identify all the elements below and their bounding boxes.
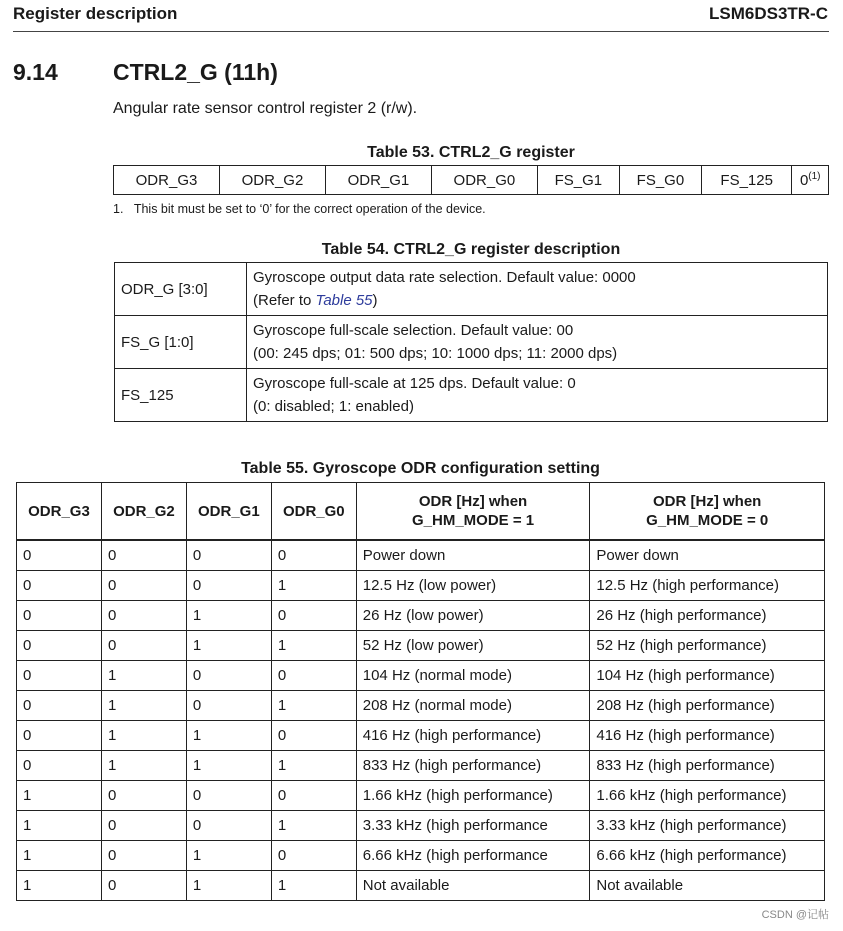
table-cell: 0 (101, 871, 186, 901)
table-cell: 6.66 kHz (high performance (356, 841, 590, 871)
field-name: ODR_G [3:0] (115, 263, 247, 316)
table-cell: 0 (17, 751, 102, 781)
bit-cell: FS_125 (701, 166, 792, 195)
table53-footnote: 1. This bit must be set to ‘0’ for the correct operation of the device. (113, 202, 486, 216)
section-number: 9.14 (13, 59, 58, 85)
bit-cell-reserved (792, 166, 829, 195)
table-cell: 0 (17, 631, 102, 661)
table-cell: 1 (17, 841, 102, 871)
header-line: ODR [Hz] when (653, 493, 762, 510)
register-bit-table (113, 165, 829, 195)
table-cell: 0 (17, 721, 102, 751)
table-cell: 208 Hz (normal mode) (356, 691, 590, 721)
table-cell: 0 (271, 661, 356, 691)
table-cell: 26 Hz (low power) (356, 601, 590, 631)
table-cell: 1.66 kHz (high performance) (590, 781, 825, 811)
table-cell: 0 (101, 631, 186, 661)
table-cell: 0 (101, 571, 186, 601)
table-cell: 26 Hz (high performance) (590, 601, 825, 631)
table54-caption: Table 54. CTRL2_G register description (321, 241, 621, 258)
table-cell: 416 Hz (high performance) (356, 721, 590, 751)
table-row (115, 369, 828, 422)
bit-cell: FS_G1 (537, 166, 619, 195)
table-cell: 1 (17, 871, 102, 901)
section-title: CTRL2_G (11h) (113, 59, 278, 85)
column-header: ODR_G1 (186, 483, 271, 541)
header-line: G_HM_MODE = 1 (411, 512, 535, 529)
table-row (17, 571, 825, 601)
header-line: G_HM_MODE = 0 (646, 512, 769, 529)
table-row (17, 691, 825, 721)
table-cell: 0 (101, 540, 186, 571)
table-cell: 1 (271, 811, 356, 841)
header-line: ODR [Hz] when (418, 493, 528, 510)
table-cell: 0 (186, 781, 271, 811)
table-cell: 52 Hz (high performance) (590, 631, 825, 661)
table-cell: 1 (271, 691, 356, 721)
table-cell: 0 (101, 811, 186, 841)
watermark: CSDN @记帖 (761, 909, 829, 921)
table-cell: 0 (186, 540, 271, 571)
table-cell: 1 (271, 871, 356, 901)
table-row (17, 781, 825, 811)
table-cell: 104 Hz (high performance) (590, 661, 825, 691)
register-description-table (114, 262, 828, 422)
table-cell: 1 (17, 781, 102, 811)
bit-value: 0 (799, 172, 809, 189)
table-row (115, 316, 828, 369)
table-reference-link[interactable]: Table 55 (315, 292, 373, 309)
table-cell: 0 (17, 691, 102, 721)
desc-text: ) (372, 292, 378, 309)
running-header-right: LSM6DS3TR-C (708, 4, 828, 23)
table-cell: Power down (356, 540, 590, 571)
table-cell: 1.66 kHz (high performance) (356, 781, 590, 811)
field-description (247, 369, 828, 422)
table-cell: 0 (186, 571, 271, 601)
header-divider (13, 31, 829, 32)
table-cell: 0 (271, 781, 356, 811)
table-cell: 0 (17, 571, 102, 601)
footnote-ref: (1) (808, 171, 821, 182)
table-cell: 12.5 Hz (high performance) (590, 571, 825, 601)
table-cell: Not available (590, 871, 825, 901)
table-row (114, 166, 829, 195)
table53-caption: Table 53. CTRL2_G register (367, 144, 575, 161)
table-cell: 416 Hz (high performance) (590, 721, 825, 751)
desc-line (253, 289, 827, 312)
table-row (17, 811, 825, 841)
desc-line: (0: disabled; 1: enabled) (253, 398, 414, 415)
column-header: ODR_G3 (17, 483, 102, 541)
table-cell: 0 (271, 841, 356, 871)
table-cell: 1 (101, 691, 186, 721)
table-cell: 0 (101, 781, 186, 811)
desc-line: Gyroscope full-scale at 125 dps. Default value: 0 (253, 375, 576, 392)
desc-text: (Refer to (253, 292, 316, 309)
table-cell: 1 (271, 751, 356, 781)
bit-cell: ODR_G2 (219, 166, 325, 195)
table-cell: 1 (186, 871, 271, 901)
table-cell: 1 (186, 631, 271, 661)
table-row (17, 601, 825, 631)
table-row (17, 721, 825, 751)
field-name: FS_125 (115, 369, 247, 422)
table-cell: 6.66 kHz (high performance) (590, 841, 825, 871)
table-cell: 3.33 kHz (high performance (356, 811, 590, 841)
table-cell: 1 (101, 661, 186, 691)
bit-cell: ODR_G3 (114, 166, 220, 195)
table-cell: 833 Hz (high performance) (356, 751, 590, 781)
table-row (17, 661, 825, 691)
odr-configuration-table (16, 482, 825, 901)
table-cell: 208 Hz (high performance) (590, 691, 825, 721)
table-cell: 0 (271, 540, 356, 571)
running-header-left: Register description (13, 4, 178, 23)
table-cell: 1 (271, 571, 356, 601)
table-row (17, 841, 825, 871)
field-name: FS_G [1:0] (115, 316, 247, 369)
bit-cell: ODR_G1 (325, 166, 431, 195)
table-cell: Power down (590, 540, 825, 571)
column-header (356, 483, 590, 541)
table-cell: 0 (101, 841, 186, 871)
table-cell: 1 (186, 751, 271, 781)
bit-cell: ODR_G0 (431, 166, 537, 195)
field-description (247, 263, 828, 316)
column-header: ODR_G2 (101, 483, 186, 541)
table-cell: 0 (17, 540, 102, 571)
table-row (17, 540, 825, 571)
table-cell: 1 (271, 631, 356, 661)
table-cell: 0 (17, 601, 102, 631)
column-header: ODR_G0 (271, 483, 356, 541)
table-cell: 12.5 Hz (low power) (356, 571, 590, 601)
table-cell: 0 (17, 661, 102, 691)
desc-line: (00: 245 dps; 01: 500 dps; 10: 1000 dps; 11: 2000 dps) (253, 345, 618, 362)
table-cell: 0 (271, 721, 356, 751)
table-cell: 104 Hz (normal mode) (356, 661, 590, 691)
desc-line: Gyroscope output data rate selection. Default value: 0000 (253, 269, 636, 286)
table-cell: Not available (356, 871, 590, 901)
table-cell: 52 Hz (low power) (356, 631, 590, 661)
table-cell: 1 (186, 601, 271, 631)
table-cell: 3.33 kHz (high performance) (590, 811, 825, 841)
table-row (17, 631, 825, 661)
table-header-row (17, 483, 825, 541)
table-row (17, 751, 825, 781)
field-description (247, 316, 828, 369)
bit-cell: FS_G0 (619, 166, 701, 195)
desc-line: Gyroscope full-scale selection. Default value: 00 (253, 322, 574, 339)
column-header (590, 483, 825, 541)
table-cell: 1 (101, 721, 186, 751)
table55-caption: Table 55. Gyroscope ODR configuration setting (241, 460, 600, 477)
table-cell: 1 (186, 721, 271, 751)
table-cell: 0 (271, 601, 356, 631)
section-description: Angular rate sensor control register 2 (r/w). (113, 100, 418, 117)
table-row (17, 871, 825, 901)
table-row (115, 263, 828, 316)
table-cell: 0 (186, 661, 271, 691)
table-cell: 0 (101, 601, 186, 631)
table-cell: 1 (101, 751, 186, 781)
table-cell: 0 (186, 691, 271, 721)
table-cell: 1 (186, 841, 271, 871)
table-cell: 1 (17, 811, 102, 841)
table-cell: 0 (186, 811, 271, 841)
table-cell: 833 Hz (high performance) (590, 751, 825, 781)
